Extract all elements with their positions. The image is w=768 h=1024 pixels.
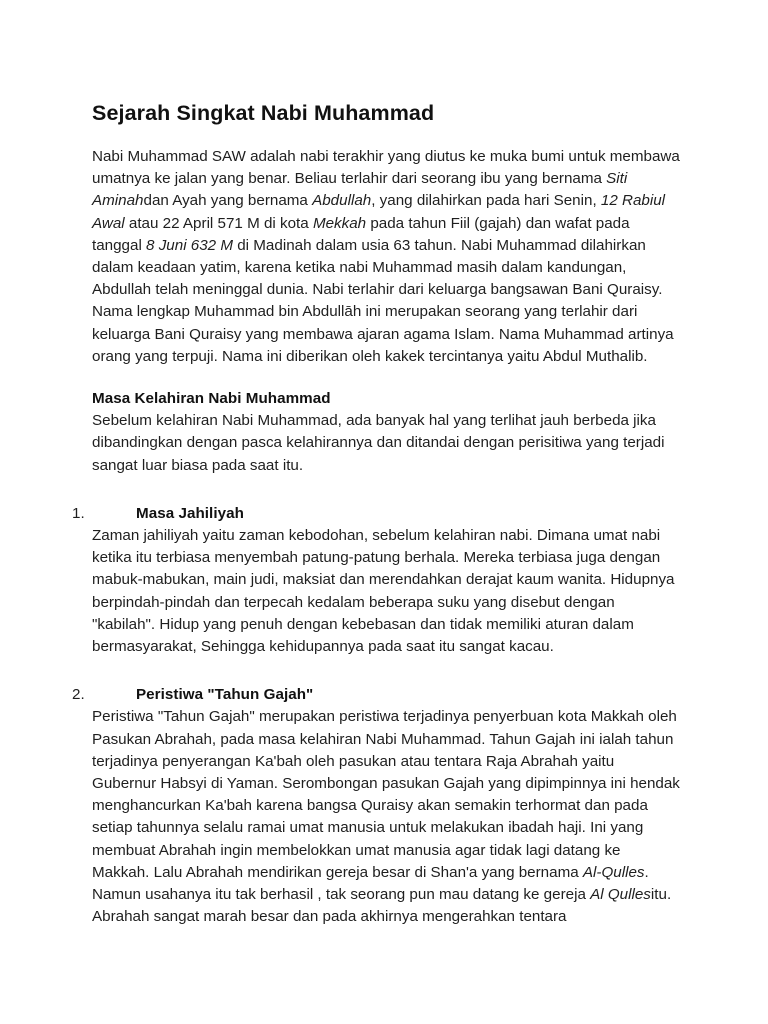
list-item: [72, 503, 680, 658]
section-heading-masa-kelahiran: Masa Kelahiran Nabi Muhammad: [92, 390, 331, 408]
list-marker: 1.: [72, 504, 85, 522]
spacer: [92, 658, 680, 684]
page-title: Sejarah Singkat Nabi Muhammad: [92, 101, 435, 125]
list-item-body: Peristiwa "Tahun Gajah" merupakan peristiwa terjadinya penyerbuan kota Makkah oleh Pasukan Abrahah, pada masa kelahiran Nabi Muhammad. Tahun Gajah ini ialah tahun terjadinya penyerangan Ka'bah oleh pasukan atau tentara Raja Abrahah yaitu Gubernur Habsyi di Yaman. Serombongan pasukan Gajah yang dipimpinnya ini hendak menghancurkan Ka'bah karena bangsa Quraisy akan semakin terhormat dan pada setiap tahunnya selalu ramai umat manusia untuk melakukan ibadah haji. Ini yang membuat Abrahah ingin membelokkan umat manusia agar tidak lagi datang ke Makkah. Lalu Abrahah mendirikan gereja besar di Shan'a yang bernama Al-Qulles. Namun usahanya itu tak berhasil , tak seorang pun mau datang ke gereja Al Qullesitu. Abrahah sangat marah besar dan pada akhirnya mengerahkan tentara: [92, 708, 680, 926]
list-item-heading: Peristiwa "Tahun Gajah": [136, 686, 314, 704]
list-item-body: Zaman jahiliyah yaitu zaman kebodohan, sebelum kelahiran nabi. Dimana umat nabi ketika itu terbiasa menyembah patung-patung berhala. Mereka terbiasa juga dengan mabuk-mabukan, main judi, maksiat dan merendahkan derajat kaum wanita. Hidupnya berpindah-pindah dan terpecah kedalam beberapa suku yang disebut dengan "kabilah". Hidup yang penuh dengan kebebasan dan tidak memiliki aturan dalam bermasyarakat, Sehingga kehidupannya pada saat itu sangat kacau.: [92, 527, 675, 656]
spacer: [92, 477, 680, 503]
list-item: [72, 684, 680, 928]
intro-paragraph: Nabi Muhammad SAW adalah nabi terakhir yang diutus ke muka bumi untuk membawa umatnya ke jalan yang benar. Beliau terlahir dari seorang ibu yang bernama Siti Aminahdan Ayah yang bernama Abdullah, yang dilahirkan pada hari Senin, 12 Rabiul Awal atau 22 April 571 M di kota Mekkah pada tahun Fiil (gajah) dan wafat pada tanggal 8 Juni 632 M di Madinah dalam usia 63 tahun. Nabi Muhammad dilahirkan dalam keadaan yatim, karena ketika nabi Muhammad masih dalam kandungan, Abdullah telah meninggal dunia. Nabi terlahir dari keluarga bangsawan Bani Quraisy. Nama lengkap Muhammad bin Abdullāh ini merupakan seorang yang terlahir dari keluarga Bani Quraisy yang membawa ajaran agama Islam. Nama Muhammad artinya orang yang terpuji. Nama ini diberikan oleh kakek tercintanya yaitu Abdul Muthalib.: [92, 148, 680, 365]
list-marker: 2.: [72, 686, 85, 704]
spacer: [92, 368, 680, 388]
document-content: [72, 100, 680, 929]
section-paragraph: Sebelum kelahiran Nabi Muhammad, ada banyak hal yang terlihat jauh berbeda jika dibandingkan dengan pasca kelahirannya dan ditandai dengan perisitiwa yang terjadi sangat luar biasa pada saat itu.: [92, 412, 665, 474]
list-item-heading: Masa Jahiliyah: [136, 504, 244, 522]
